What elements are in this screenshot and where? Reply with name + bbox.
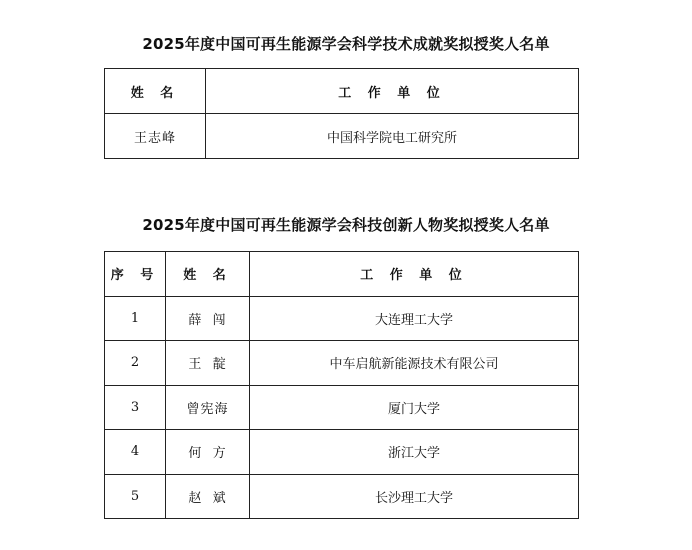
header-work-unit: 工 作 单 位	[206, 69, 579, 114]
awardee-work-unit: 中车启航新能源技术有限公司	[250, 341, 579, 386]
achievement-award-title: 2025年度中国可再生能源学会科学技术成就奖拟授奖人名单	[142, 35, 550, 53]
header-name: 姓 名	[105, 69, 206, 114]
row-index: 1	[105, 296, 166, 341]
innovation-award-title: 2025年度中国可再生能源学会科技创新人物奖拟授奖人名单	[142, 216, 550, 234]
achievement-award-table	[104, 68, 579, 159]
table-row	[105, 114, 579, 159]
header-name: 姓 名	[166, 252, 250, 297]
row-index: 2	[105, 341, 166, 386]
awardee-work-unit: 中国科学院电工研究所	[206, 114, 579, 159]
awardee-work-unit: 大连理工大学	[250, 296, 579, 341]
awardee-work-unit: 浙江大学	[250, 430, 579, 475]
header-index: 序 号	[105, 252, 166, 297]
row-index: 5	[105, 474, 166, 519]
awardee-work-unit: 厦门大学	[250, 385, 579, 430]
awardee-work-unit: 长沙理工大学	[250, 474, 579, 519]
table-header-row	[105, 69, 579, 114]
innovation-award-table	[104, 251, 579, 519]
table-row	[105, 341, 579, 386]
awardee-name: 赵 斌	[166, 474, 250, 519]
awardee-name: 何 方	[166, 430, 250, 475]
awardee-name: 薛 闯	[166, 296, 250, 341]
table-row	[105, 296, 579, 341]
awardee-name: 王志峰	[105, 114, 206, 159]
awardee-name: 王 靛	[166, 341, 250, 386]
table-row	[105, 474, 579, 519]
awardee-name: 曾宪海	[166, 385, 250, 430]
table-row	[105, 430, 579, 475]
table-header-row	[105, 252, 579, 297]
table-row	[105, 385, 579, 430]
header-work-unit: 工 作 单 位	[250, 252, 579, 297]
row-index: 3	[105, 385, 166, 430]
row-index: 4	[105, 430, 166, 475]
